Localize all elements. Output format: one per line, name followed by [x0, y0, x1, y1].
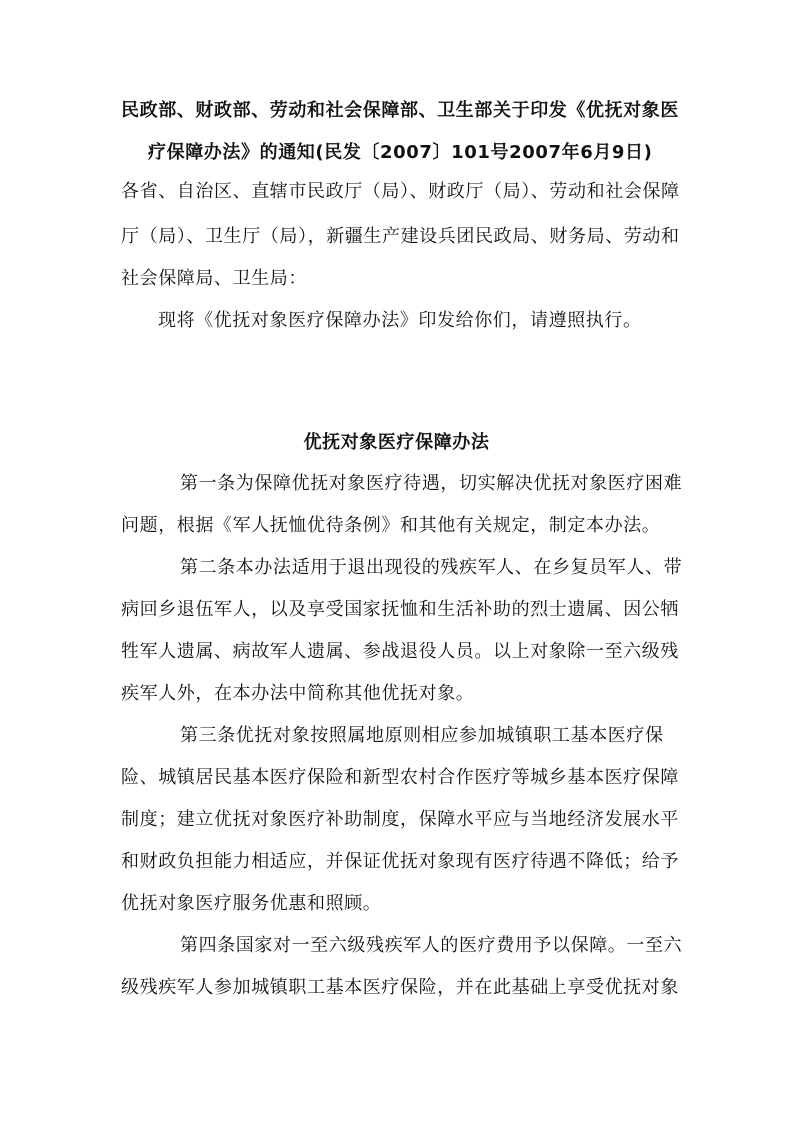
document-title: 优抚对象医疗保障办法: [303, 432, 490, 453]
notice-line-4: 现将《优抚对象医疗保障办法》印发给你们，请遵照执行。: [158, 310, 642, 331]
notice-line-1: 各省、自治区、直辖市民政厅（局）、财政厅（局）、劳动和社会保障: [121, 181, 680, 202]
article-2-line-1: 第二条本办法适用于退出现役的残疾军人、在乡复员军人、带: [180, 557, 683, 578]
article-2-line-2: 病回乡退伍军人，以及享受国家抚恤和生活补助的烈士遗属、因公牺: [121, 599, 679, 620]
article-3-line-3: 制度；建立优抚对象医疗补助制度，保障水平应与当地经济发展水平: [121, 809, 679, 830]
article-3-line-5: 优抚对象医疗服务优惠和照顾。: [121, 893, 382, 914]
article-1-line-2: 问题，根据《军人抚恤优待条例》和其他有关规定，制定本办法。: [121, 515, 661, 536]
article-3-line-1: 第三条优抚对象按照属地原则相应参加城镇职工基本医疗保: [180, 725, 664, 746]
notice-line-2: 厅（局）、卫生厅（局），新疆生产建设兵团民政局、财务局、劳动和: [121, 226, 680, 247]
article-2-line-4: 疾军人外，在本办法中简称其他优抚对象。: [121, 683, 475, 704]
article-4-line-1: 第四条国家对一至六级残疾军人的医疗费用予以保障。一至六: [180, 935, 683, 956]
article-3-line-4: 和财政负担能力相适应，并保证优抚对象现有医疗待遇不降低；给予: [121, 851, 679, 872]
article-2-line-3: 牲军人遗属、病故军人遗属、参战退役人员。以上对象除一至六级残: [121, 641, 679, 662]
notice-line-3: 社会保障局、卫生局：: [121, 268, 307, 289]
article-3-line-2: 险、城镇居民基本医疗保险和新型农村合作医疗等城乡基本医疗保障: [121, 767, 679, 788]
notice-title-line-2: 疗保障办法》的通知(民发〔2007〕101号2007年6月9日): [148, 142, 653, 163]
article-4-line-2: 级残疾军人参加城镇职工基本医疗保险，并在此基础上享受优抚对象: [121, 977, 679, 998]
article-1-line-1: 第一条为保障优抚对象医疗待遇，切实解决优抚对象医疗困难: [180, 473, 683, 494]
notice-title-line-1: 民政部、财政部、劳动和社会保障部、卫生部关于印发《优抚对象医: [121, 100, 679, 121]
